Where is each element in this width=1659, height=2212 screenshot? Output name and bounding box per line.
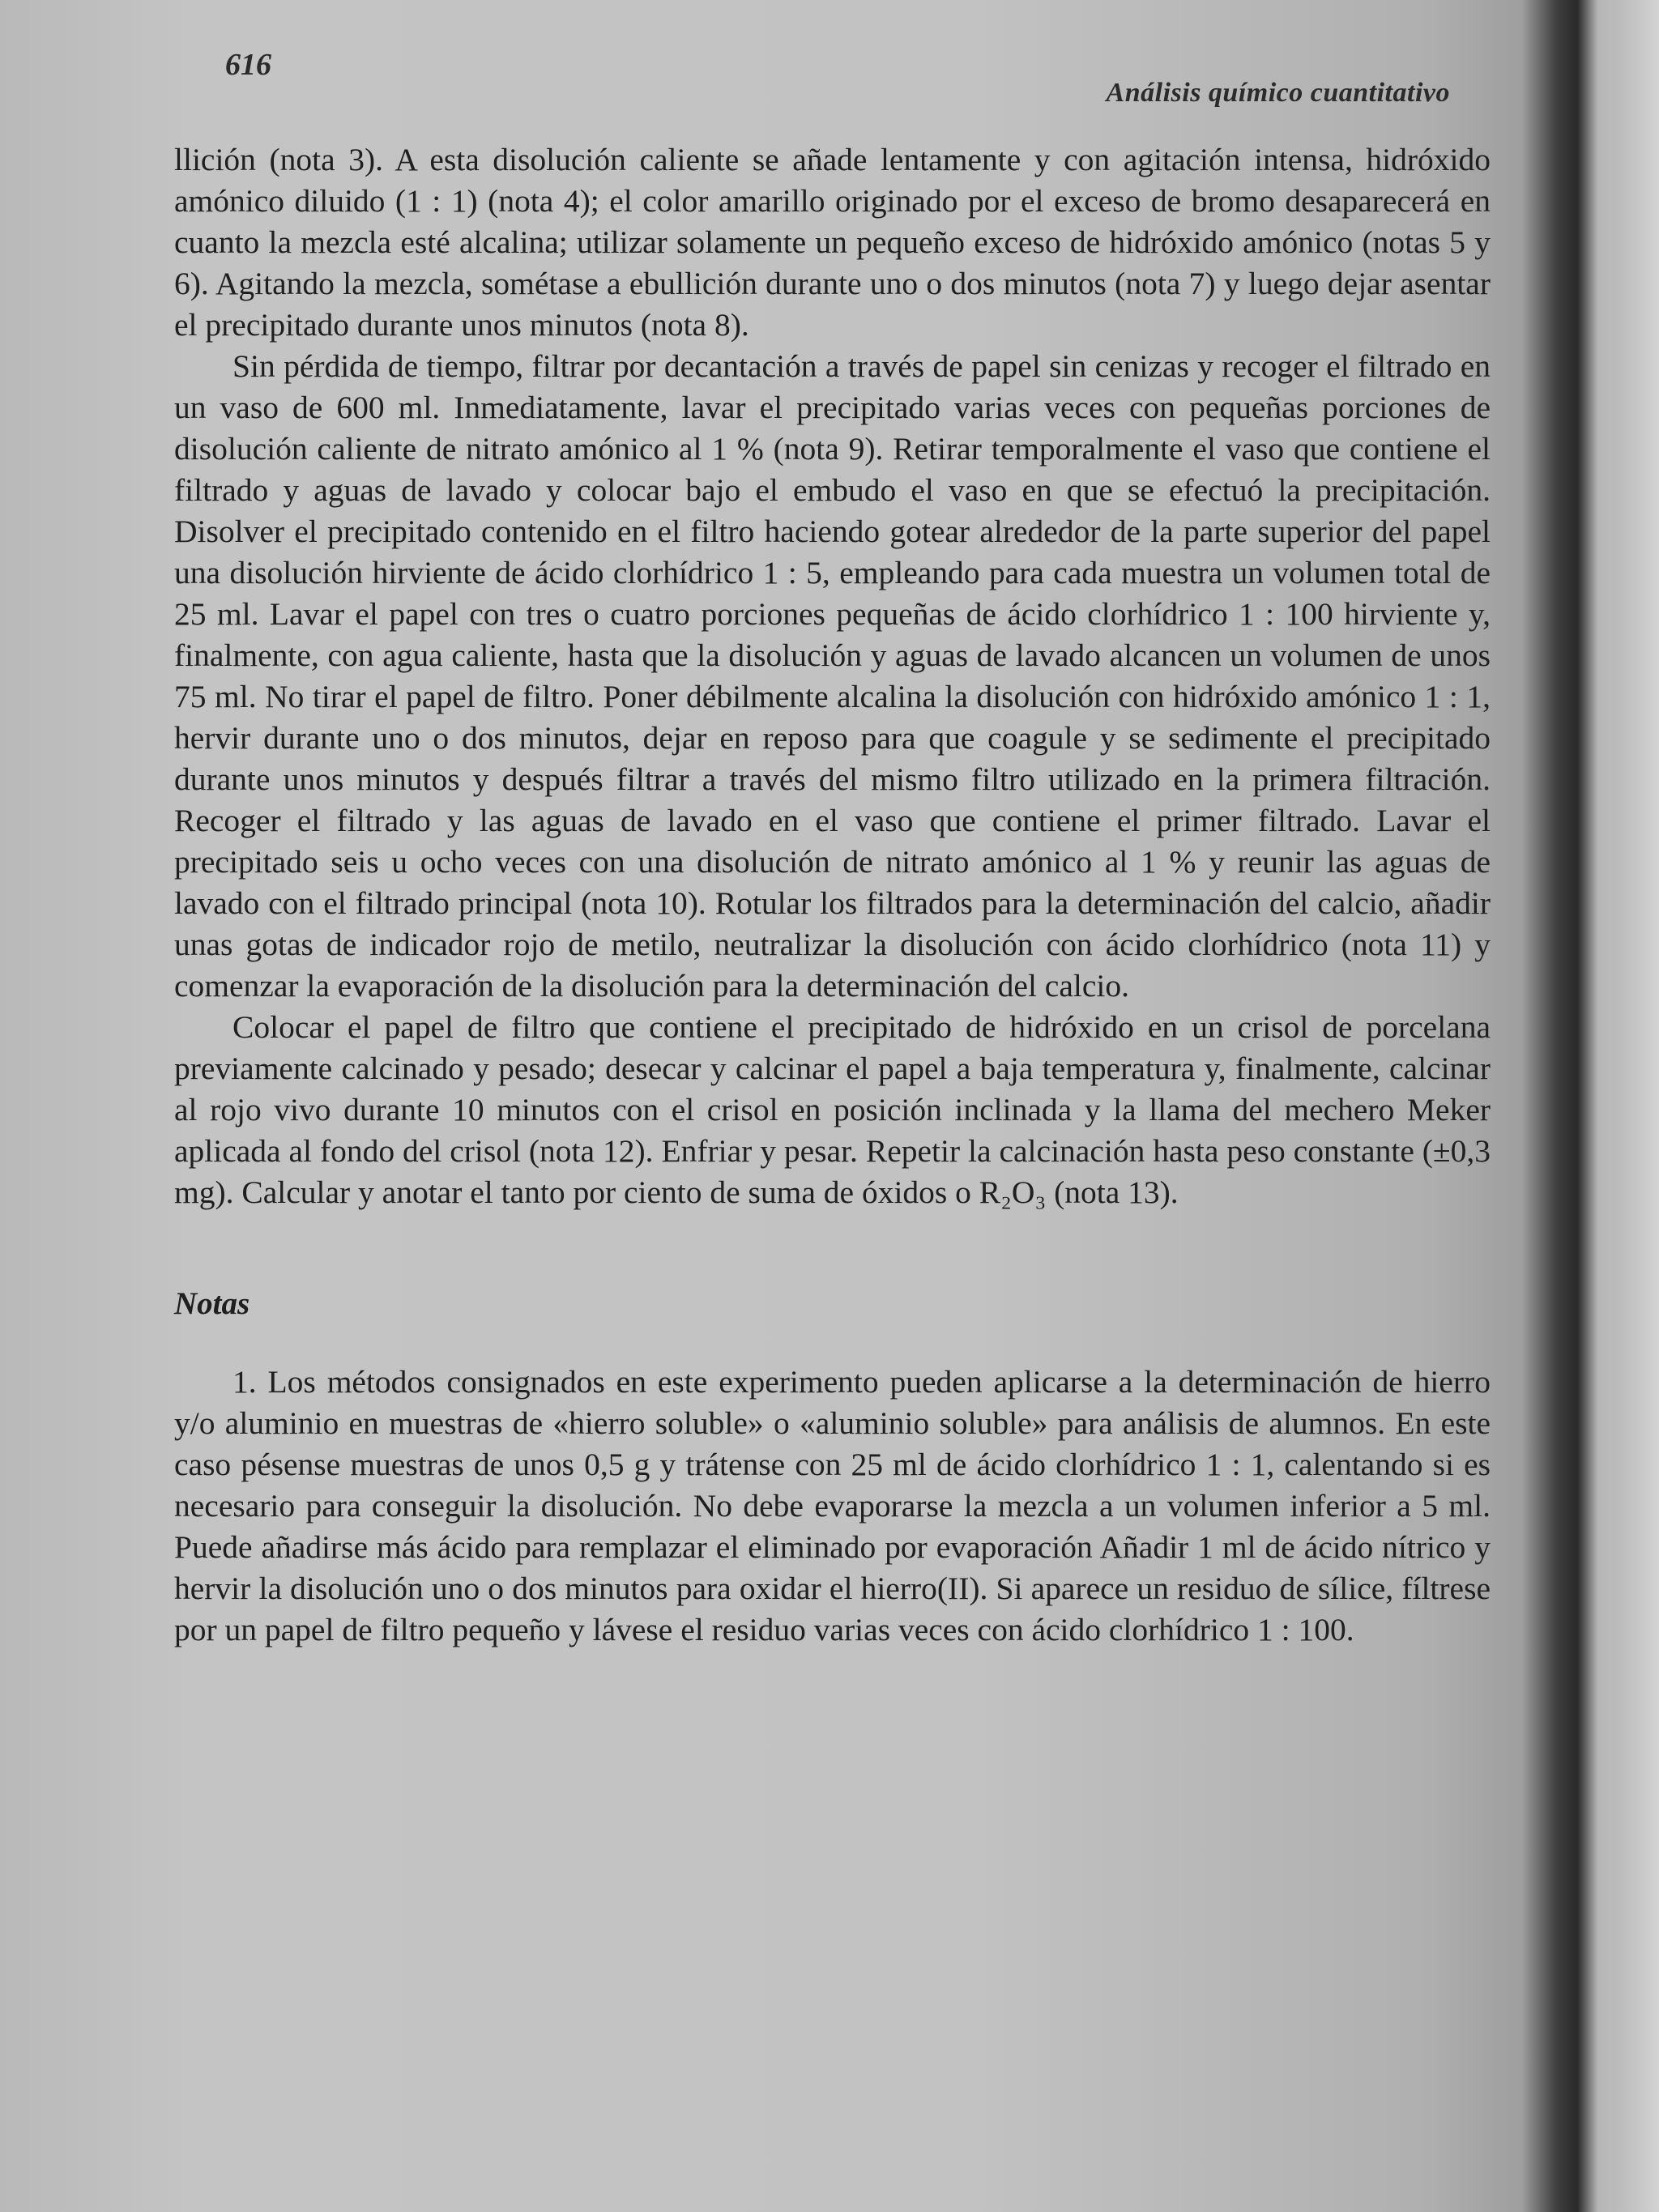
paragraph-filtration: Sin pérdida de tiempo, filtrar por decantación a través de papel sin cenizas y recoger el filtrado en un vaso de 600 ml. Inmediatamente, lavar el precipitado varias veces con pequeñas porciones de disolución caliente de nitrato amónico al 1 % (nota 9). Retirar temporalmente el vaso que contiene el filtrado y aguas de lavado y colocar bajo el embudo el vaso en que se efectuó la precipitación. Disolver el precipitado contenido en el filtro haciendo gotear alrededor de la parte superior del papel una disolución hirviente de ácido clorhídrico 1 : 5, empleando para cada muestra un volumen total de 25 ml. Lavar el papel con tres o cuatro porciones pequeñas de ácido clorhídrico 1 : 100 hirviente y, finalmente, con agua caliente, hasta que la disolución y aguas de lavado alcancen un volumen de unos 75 ml. No tirar el papel de filtro. Poner débilmente alcalina la disolución con hidróxido amónico 1 : 1, hervir durante uno o dos minutos, dejar en reposo para que coagule y se sedimente el precipitado durante unos minutos y después filtrar a través del mismo filtro utilizado en la primera filtración. Recoger el filtrado y las aguas de lavado en el vaso que contiene el primer filtrado. Lavar el precipitado seis u ocho veces con una disolución de nitrato amónico al 1 % y reunir las aguas de lavado con el filtrado principal (nota 10). Rotular los filtrados para la determinación del calcio, añadir unas gotas de indicador rojo de metilo, neutralizar la disolución con ácido clorhídrico (nota 11) y comenzar la evaporación de la disolución para la determinación del calcio. xyxy=(174,348,1491,1004)
paragraph-continuation: llición (nota 3). A esta disolución caliente se añade lentamente y con agitación intensa, hidróxido amónico diluido (1 : 1) (nota 4); el color amarillo originado por el exceso de bromo desaparecerá en cuanto la mezcla esté alcalina; utilizar solamente un pequeño exceso de hidróxido amónico (notas 5 y 6). Agitando la mezcla, sométase a ebullición durante uno o dos minutos (nota 7) y luego dejar asentar el precipitado durante unos minutos (nota 8). xyxy=(174,142,1491,343)
adjacent-page-edge xyxy=(1612,0,1659,2212)
paragraph-calcination: Colocar el papel de filtro que contiene el precipitado de hidróxido en un crisol de porcelana previamente calcinado y pesado; desecar y calcinar el papel a baja temperatura y, finalmente, calcinar al rojo vivo durante 10 minutos con el crisol en posición inclinada y la llama del mechero Meker aplicada al fondo del crisol (nota 12). Enfriar y pesar. Repetir la calcinación hasta peso constante (±0,3 mg). Calcular y anotar el tanto por ciento de suma de óxidos o R₂O₃ (nota 13). xyxy=(174,1009,1491,1210)
page-number: 616 xyxy=(225,48,271,82)
running-title: Análisis químico cuantitativo xyxy=(1106,78,1450,108)
main-text xyxy=(174,139,1491,1651)
notes-heading: Notas xyxy=(174,1286,250,1321)
note-item: 1. Los métodos consignados en este experimento pueden aplicarse a la determinación de hierro y/o aluminio en muestras de «hierro soluble» o «aluminio soluble» para análisis de alumnos. En este caso pésense muestras de unos 0,5 g y trátense con 25 ml de ácido clorhídrico 1 : 1, calentando si es necesario para conseguir la disolución. No debe evaporarse la mezcla a un volumen inferior a 5 ml. Puede añadirse más ácido para remplazar el eliminado por evaporación Añadir 1 ml de ácido nítrico y hervir la disolución uno o dos minutos para oxidar el hierro(II). Si aparece un residuo de sílice, fíltrese por un papel de filtro pequeño y lávese el residuo varias veces con ácido clorhídrico 1 : 100. xyxy=(174,1364,1491,1647)
